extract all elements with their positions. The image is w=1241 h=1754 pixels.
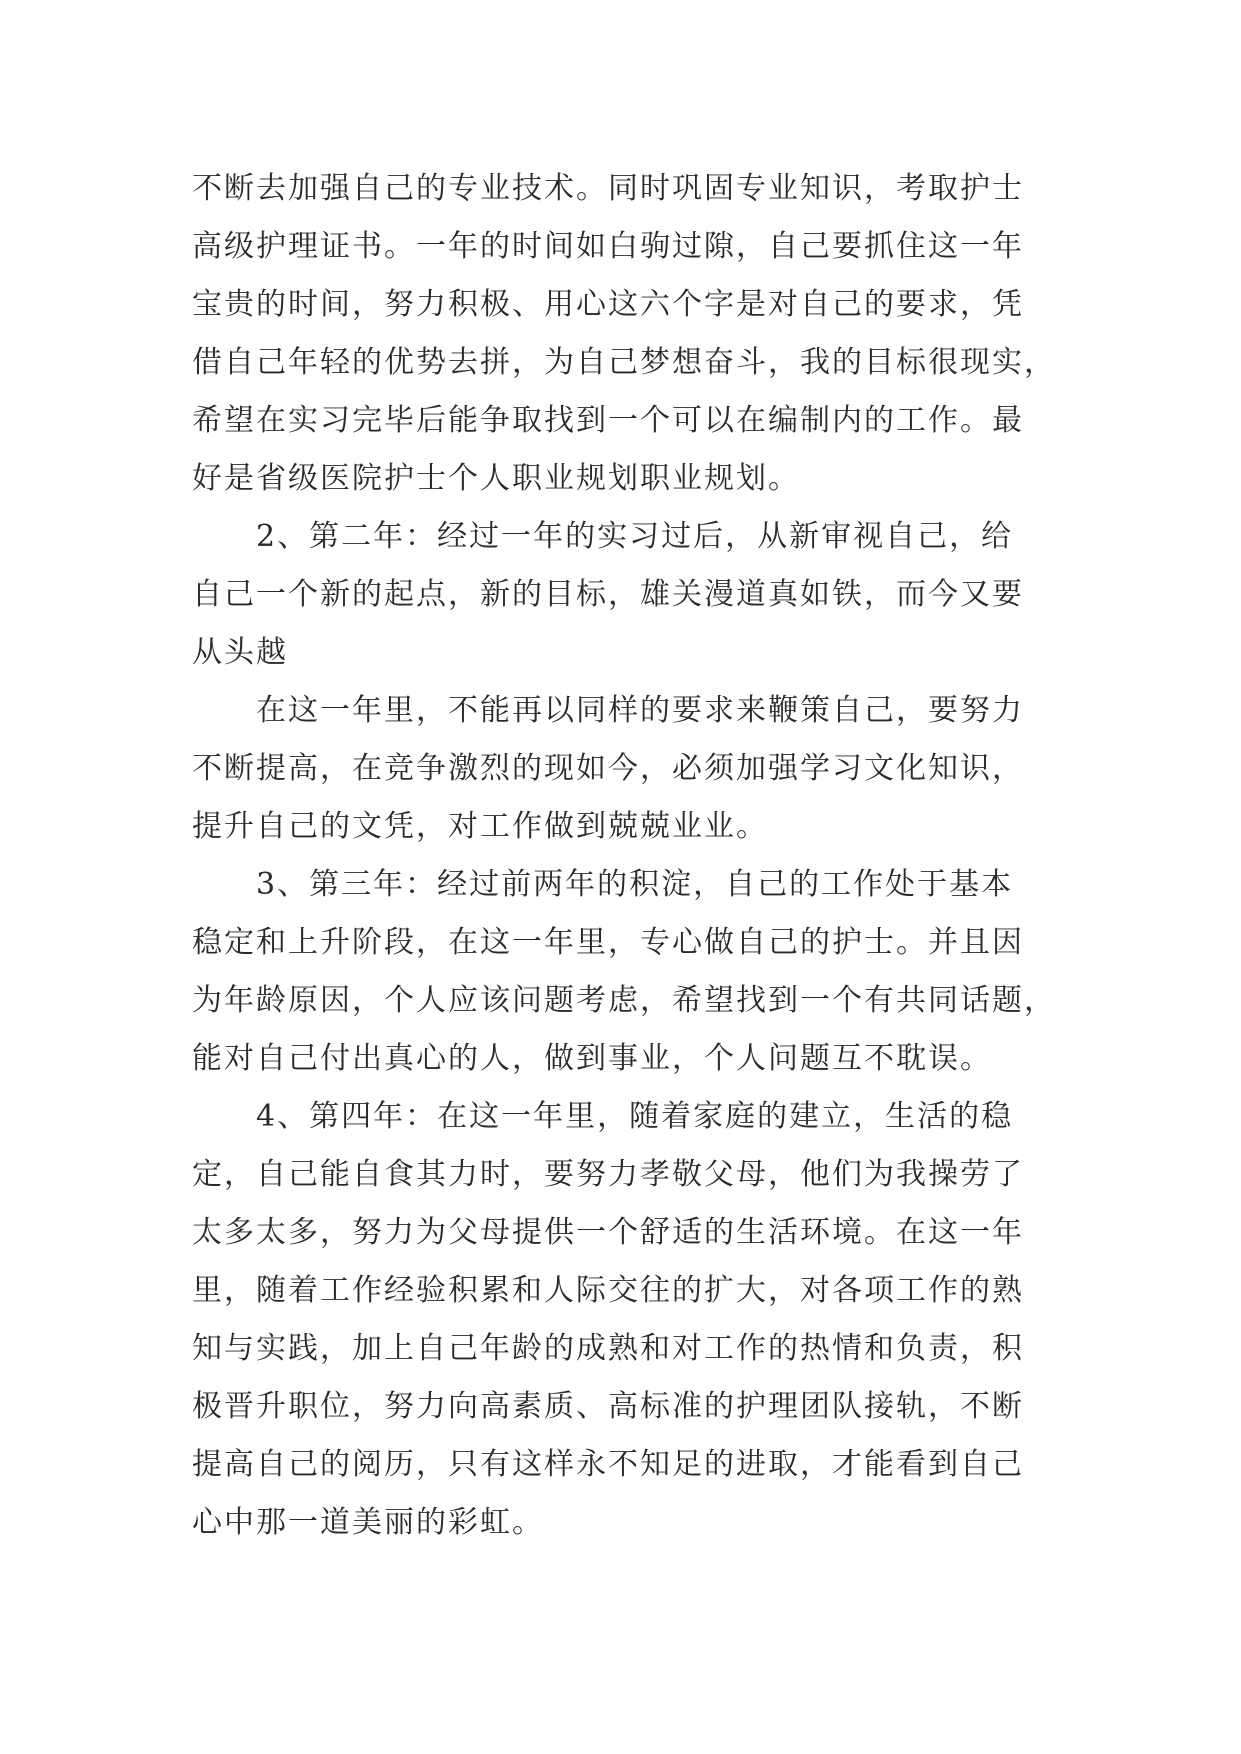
text-line: 从头越	[192, 635, 288, 670]
text-line: 提升自己的文凭，对工作做到兢兢业业。	[192, 809, 768, 844]
paragraph-start-line: 2、第二年：经过一年的实习过后，从新审视自己，给	[256, 519, 1014, 554]
text-line: 极晋升职位，努力向高素质、高标准的护理团队接轨，不断	[192, 1389, 1024, 1424]
text-line: 不断去加强自己的专业技术。同时巩固专业知识，考取护士	[192, 171, 1024, 206]
text-line: 能对自己付出真心的人，做到事业，个人问题互不耽误。	[192, 1041, 992, 1076]
text-line: 高级护理证书。一年的时间如白驹过隙，自己要抓住这一年	[192, 229, 1024, 264]
text-line: 不断提高，在竞争激烈的现如今，必须加强学习文化知识，	[192, 751, 1024, 786]
text-line: 自己一个新的起点，新的目标，雄关漫道真如铁，而今又要	[192, 577, 1024, 612]
text-line: 稳定和上升阶段，在这一年里，专心做自己的护士。并且因	[192, 925, 1024, 960]
text-line: 借自己年轻的优势去拼，为自己梦想奋斗，我的目标很现实，	[192, 345, 1056, 380]
text-line: 为年龄原因，个人应该问题考虑，希望找到一个有共同话题，	[192, 983, 1056, 1018]
paragraph-start-line: 3、第三年：经过前两年的积淀，自己的工作处于基本	[256, 867, 1014, 902]
text-line: 好是省级医院护士个人职业规划职业规划。	[192, 461, 800, 496]
document-body	[192, 160, 1062, 1552]
paragraph-start-line: 在这一年里，不能再以同样的要求来鞭策自己，要努力	[256, 693, 1024, 728]
text-line: 知与实践，加上自己年龄的成熟和对工作的热情和负责，积	[192, 1331, 1024, 1366]
text-line: 希望在实习完毕后能争取找到一个可以在编制内的工作。最	[192, 403, 1024, 438]
text-line: 心中那一道美丽的彩虹。	[192, 1505, 544, 1540]
text-line: 提高自己的阅历，只有这样永不知足的进取，才能看到自己	[192, 1447, 1024, 1482]
text-line: 里，随着工作经验积累和人际交往的扩大，对各项工作的熟	[192, 1273, 1024, 1308]
paragraph-start-line: 4、第四年：在这一年里，随着家庭的建立，生活的稳	[256, 1099, 1014, 1134]
text-line: 定，自己能自食其力时，要努力孝敬父母，他们为我操劳了	[192, 1157, 1024, 1192]
text-line: 太多太多，努力为父母提供一个舒适的生活环境。在这一年	[192, 1215, 1024, 1250]
text-line: 宝贵的时间，努力积极、用心这六个字是对自己的要求，凭	[192, 287, 1024, 322]
